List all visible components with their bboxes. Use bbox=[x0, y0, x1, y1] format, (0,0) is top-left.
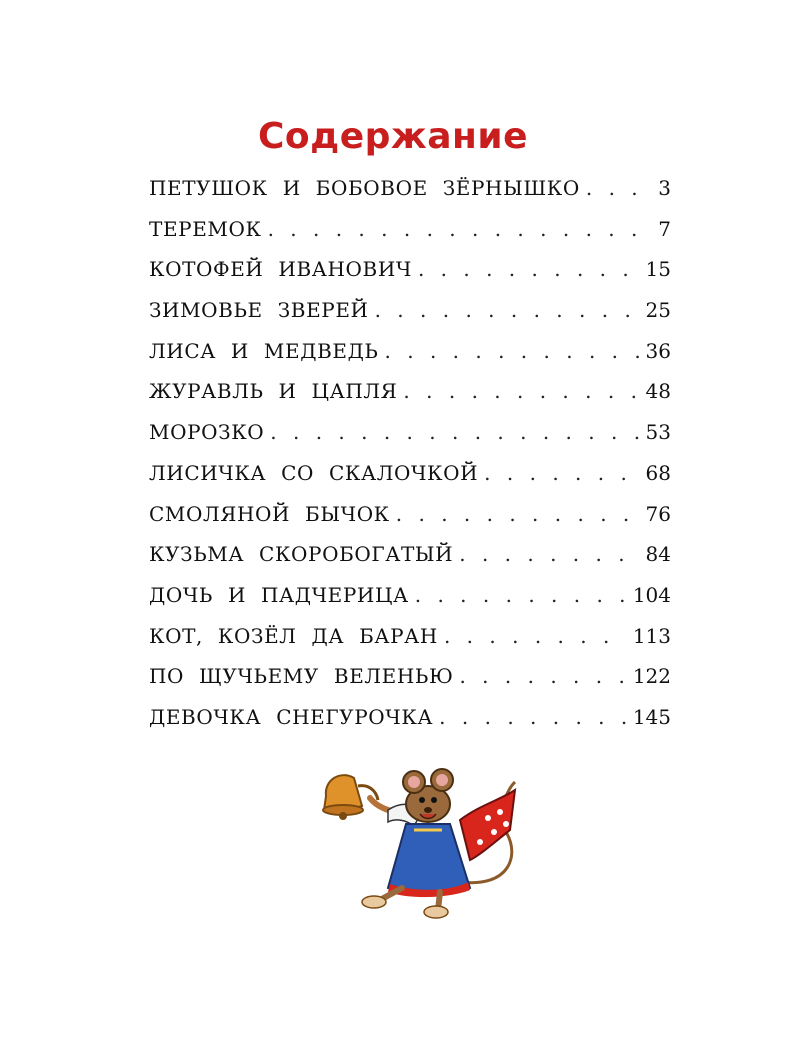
toc-leader-dots bbox=[586, 176, 652, 200]
toc-entry[interactable] bbox=[149, 664, 671, 705]
toc-entry-title: ЗИМОВЬЕ ЗВЕРЕЙ bbox=[149, 298, 369, 323]
toc-entry-page: 3 bbox=[658, 176, 671, 200]
toc-leader-dots bbox=[444, 624, 627, 648]
toc-entry-title: ЛИСИЧКА СО СКАЛОЧКОЙ bbox=[149, 460, 479, 485]
toc-entry-page: 76 bbox=[645, 501, 671, 526]
toc-entry-title: ПЕТУШОК И БОБОВОЕ ЗЁРНЫШКО bbox=[149, 176, 580, 200]
toc-entry[interactable] bbox=[149, 502, 671, 543]
toc-entry-title: КОТОФЕЙ ИВАНОВИЧ bbox=[149, 257, 412, 282]
toc-leader-dots bbox=[459, 664, 626, 688]
toc-entry[interactable] bbox=[149, 420, 671, 461]
toc-entry-page: 48 bbox=[645, 379, 671, 404]
toc-leader-dots bbox=[459, 542, 639, 566]
toc-entry-title: КОТ, КОЗЁЛ ДА БАРАН bbox=[149, 623, 438, 648]
toc-entry-page: 68 bbox=[645, 460, 671, 485]
toc-entry[interactable] bbox=[149, 705, 671, 746]
toc-leader-dots bbox=[484, 461, 639, 485]
page-title: Содержание bbox=[257, 116, 529, 158]
toc-leader-dots bbox=[375, 298, 640, 322]
toc-entry-title: ТЕРЕМОК bbox=[149, 216, 262, 241]
toc-entry-page: 25 bbox=[645, 298, 671, 323]
toc-entry-title: СМОЛЯНОЙ БЫЧОК bbox=[149, 501, 390, 526]
toc-entry-page: 15 bbox=[645, 257, 671, 282]
toc-entry-page: 36 bbox=[645, 338, 671, 363]
toc-entry-page: 53 bbox=[645, 420, 671, 445]
toc-entry[interactable] bbox=[149, 542, 671, 583]
toc-leader-dots bbox=[268, 217, 653, 241]
toc-entry-page: 7 bbox=[658, 216, 671, 241]
toc-leader-dots bbox=[270, 420, 639, 444]
toc-leader-dots bbox=[385, 339, 640, 363]
toc-entry-title: ЖУРАВЛЬ И ЦАПЛЯ bbox=[149, 379, 398, 404]
mouse-with-bell-icon bbox=[310, 760, 540, 920]
toc-leader-dots bbox=[403, 379, 639, 403]
toc-entry[interactable] bbox=[149, 298, 671, 339]
toc-entry-page: 122 bbox=[632, 664, 671, 689]
toc-entry-page: 113 bbox=[632, 623, 671, 648]
toc-entry[interactable] bbox=[149, 379, 671, 420]
toc-leader-dots bbox=[396, 502, 640, 526]
toc-entry-title: ПО ЩУЧЬЕМУ ВЕЛЕНЬЮ bbox=[149, 664, 454, 689]
toc-entry[interactable] bbox=[149, 339, 671, 380]
toc-entry-page: 145 bbox=[632, 704, 671, 729]
toc-entry[interactable] bbox=[149, 176, 671, 217]
toc-entry-title: МОРОЗКО bbox=[149, 420, 265, 445]
toc-entry[interactable] bbox=[149, 217, 671, 258]
toc-leader-dots bbox=[415, 583, 627, 607]
toc-leader-dots bbox=[439, 705, 627, 729]
toc-entry[interactable] bbox=[149, 461, 671, 502]
table-of-contents bbox=[149, 176, 671, 746]
toc-entry[interactable] bbox=[149, 624, 671, 665]
toc-entry[interactable] bbox=[149, 257, 671, 298]
toc-entry-title: КУЗЬМА СКОРОБОГАТЫЙ bbox=[149, 542, 454, 567]
toc-entry-page: 104 bbox=[632, 582, 671, 607]
toc-entry-title: ДОЧЬ И ПАДЧЕРИЦА bbox=[149, 582, 409, 607]
toc-entry[interactable] bbox=[149, 583, 671, 624]
toc-entry-title: ДЕВОЧКА СНЕГУРОЧКА bbox=[149, 704, 434, 729]
toc-entry-page: 84 bbox=[645, 542, 671, 567]
toc-leader-dots bbox=[418, 257, 640, 281]
toc-entry-title: ЛИСА И МЕДВЕДЬ bbox=[149, 338, 379, 363]
